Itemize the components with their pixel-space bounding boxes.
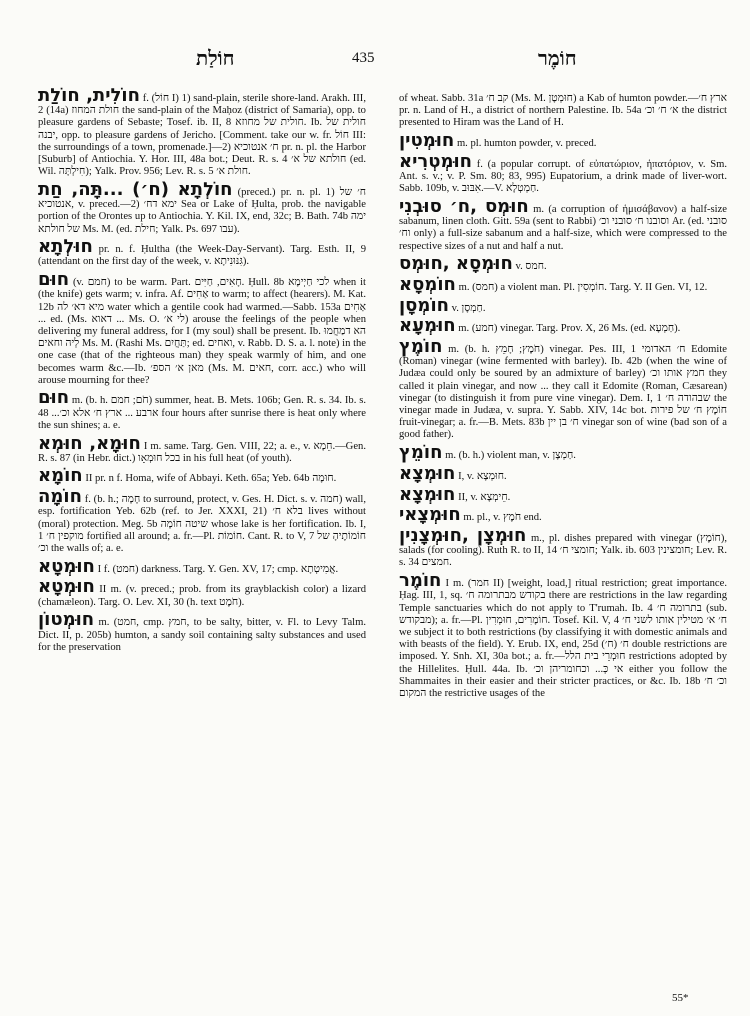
dictionary-entry <box>399 294 727 316</box>
dictionary-entry <box>38 387 367 432</box>
entry-headword: חוּם <box>38 387 70 409</box>
right-column <box>399 88 727 704</box>
entry-headword: חוֹמֵץ <box>399 442 443 464</box>
entry-headword: חוּמָא, חוּמְא <box>38 432 141 454</box>
entry-headword: חוֹמְסָא <box>399 273 456 295</box>
dictionary-entry <box>38 576 366 608</box>
entry-headword: חוּמְטוֹן <box>38 609 95 631</box>
entry-headword: חוּלְתָא <box>38 236 93 258</box>
entry-headword: חוּמְצָאי <box>399 504 461 526</box>
signature-mark: 55* <box>672 992 689 1004</box>
entry-headword: חוּמְטָא <box>38 555 95 577</box>
dictionary-entry <box>399 253 727 275</box>
dictionary-entry <box>38 178 367 236</box>
entry-text: m. pl. humton powder, v. preced. <box>456 138 597 150</box>
entry-text: II, v. חֵימְצָא. <box>458 491 511 503</box>
dictionary-entry <box>399 524 728 570</box>
entry-text: v. חַמְסָן. <box>451 302 486 314</box>
entry-headword: חוּמְצָן ,חוּמְצָנִין <box>399 524 527 546</box>
entry-headword: חוּמְצָא <box>399 483 456 505</box>
entry-text: m. (חמס) a violent man. Pl. חוֹמְסִין. Targ. Y. II Gen. VI, 12. <box>458 281 708 293</box>
entry-headword: חוּם <box>38 269 70 291</box>
dictionary-entry <box>399 483 727 505</box>
dictionary-entry <box>399 88 727 130</box>
entry-text: m., pl. dishes prepared with vinegar (חוֹמֶץ), salads (for cooling). Ruth R. to II, 14 חומצי ח׳; Yalk. ib. 603 חומצינין; Lev. R. s. 34 חמצים. <box>399 532 728 569</box>
entry-text: v. חמס. <box>515 261 547 273</box>
entry-text: II pr. n f. Homa, wife of Abbayi. Keth. 65a; Yeb. 64b חוּמָה. <box>85 473 337 485</box>
dictionary-entry <box>38 236 366 268</box>
entry-headword: חוּמְטִין <box>399 130 455 152</box>
entry-text: m. (b. h.) violent man, v. חַמְצָן. <box>445 450 576 462</box>
entry-text: f. (חוֹל I) 1) sand-plain, sterile shore-land. Arakh. III, 2 (14a) חולת המחוז the sand-plain of the Maḥoz (district of Samaria), opp. to pleasure gardens of Sebaste; Tosef. ib. II, 8 חולית של מחוזא. Ib. חולית של יבנה, opp. to pleasure gardens of Jericho. [Comment. take our w. fr. חוֹל III: the surroundings of a town, promenade.]—2) ח׳ אנטוכיא pr. n. pl. the Harbor [Suburb] of Antiochia. Y. Hor. III, 48a bot.; Deut. R. s. 4 חולתא של א׳ (ed. Wil. חִילְתָּה); Yalk. Prov. 956; Lev. R. s. 5 חולת א׳. <box>38 93 367 178</box>
dictionary-entry <box>399 150 727 196</box>
dictionary-entry <box>38 486 366 555</box>
entry-headword: חוֹלְתָא (ח׳) ...תָּה, חַת <box>38 178 233 200</box>
page-number: 435 <box>352 50 375 66</box>
dictionary-entry <box>38 269 367 387</box>
entry-text: pr. n. f. Ḥultha (the Week-Day-Servant). Targ. Esth. II, 9 (attendant on the first day of the week, v. גִּנּוּנִיתָא). <box>38 244 366 268</box>
dictionary-entry <box>399 315 727 337</box>
dictionary-entry <box>38 609 366 654</box>
entry-text: (v. חמם) to be warm. Part. חָאִים, חַיִּים. Ḥull. 8b לכי חַיְימָא when it (the knife) gets warm; v. infra. Af. אַחִים to warm; to affect (hearers). M. Kat. 12b מיא דא׳ לה water which a gentile cook had warmed.—Sabb. 153a אַחִים ... ed. (Ms. דאוא ... Ms. O. לי א׳) arouse the feelings of the people when delivering my funeral address, for I (my soul) shall be present. Ib. הא דמַחֲמוּ לְיה וחאים Ms. M. (Rashi Ms. תַּחֲיִם; ed. ואחים, v. Rabb. D. S. a. l. note) in the one case (that of the righteous man) they speak warmly of him, and one becomes warm &c.—Ib. מאן א׳ הספ׳ (Ms. M. חאים, corr. acc.) who will arouse mourning for thee? <box>38 277 367 386</box>
dictionary-entry <box>399 130 727 152</box>
entry-text: I m. (חמר II) [weight, load,] ritual restriction; great importance. Ḥag. III, 1, sq. בקודש מבתרומה ח׳ there are restrictions in the law regarding Temple sanctuaries which do not apply to T'rumah. Ib. 4 בתרומה ח׳ (sub. מבקודש); a. fr.—Pl. חוֹמָרִים, חוּמְרִין. Tosef. Kil. V, 4 ח׳ א׳ מטילין אותו לשני ח׳ we subject it to both restrictions (by classifying it with domestic animals and with beasts of the field). Y. Erub. IX, end, 25d (ח׳) ח׳ double restrictions are imposed. Y. Snh. XI, 30a bot.; a. fr.—חוּמְרֵי בית הלל restrictions adopted by the Hillelites. Ḥull. 44a. Ib. אי כְּ... וכחומריהן וכ׳ either you follow the Shammaites in their easier and their stricter practices, or &c. Ib. 18b וכ׳ ח׳ המקום the restrictive usages of the <box>399 578 728 699</box>
entry-text: I m. same. Targ. Gen. VIII, 22; a. e., v. חֵמָא.—Gen. R. s. 87 (in Hebr. dict.) בכל חוּמְאָו in his full heat (of youth). <box>38 440 366 464</box>
dictionary-entry <box>399 570 728 700</box>
header-right-word: חוֹמֶר <box>538 48 577 70</box>
entry-text: m. (a corruption of ἡμισάβανον) a half-size sabanum, linen cloth. Gitt. 59a (sent to Rabbi) וסובנו ח׳ סובני וכ׳ Ar. (ed. סובני וח׳ only) a full-size sabanum and a half-size, which were compressed to the respective sizes of a nut and half a nut. <box>399 203 727 252</box>
entry-text: (preced.) pr. n. pl. 1) ח׳ של אנטוכיא, v. preced.—2) ימא דח׳ Sea or Lake of Ḥulta, prob. the navigable portion of the Orontes up to Antiochia. Y. Kil. IX, end, 32c; B. Bath. 74b ימה של חולתא Ms. M. (ed. חילת; Yalk. Ps. 697 עבו). <box>38 186 367 235</box>
page-header <box>0 44 750 70</box>
dictionary-entry <box>38 465 366 487</box>
dictionary-entry <box>38 85 367 178</box>
entry-headword: חוּמְסָא ,חוּמְס <box>399 253 513 275</box>
entry-text: f. (a popular corrupt. of εὐπατώριον, ἡπατόριον, v. Sm. Ant. s. v.; v. P. Sm. 80; 83, 995) Eupatorium, a drink made of liver-wort. Sabb. 109b, v. אִבּוּב.—V. חַמְטְלָא. <box>399 158 727 195</box>
entry-headword: חוּמְצָא <box>399 462 456 484</box>
entry-headword: חוֹמָא <box>38 465 83 487</box>
entry-text: m. (חמע) vinegar. Targ. Prov. X, 26 Ms. (ed. חַמְעָא). <box>458 323 681 335</box>
entry-headword: חוּמְעָא <box>399 315 456 337</box>
dictionary-entry <box>399 336 728 442</box>
entry-headword: חוּמְס ,ח׳ סוּבְנִי <box>399 195 529 217</box>
entry-text: m. (b. h. חֹם; חמם) summer, heat. B. Mets. 106b; Gen. R. s. 34. Ib. s. 48 ...ארבע ... ארץ ח׳ אלא וכ׳ four hours after sunrise there is heat only where the sun shines; a. e. <box>38 395 367 431</box>
dictionary-entry <box>399 273 727 295</box>
dictionary-entry <box>399 504 727 526</box>
entry-headword: חוֹמֶר <box>399 570 442 592</box>
dictionary-entry <box>38 555 366 577</box>
dictionary-entry <box>38 432 366 465</box>
entry-text: of wheat. Sabb. 31a קב ח׳ (Ms. M. חוּמְטָן) a Kab of humton powder.—ארץ ח׳ pr. n. Land of H., a district of northern Palestine. Ib. 54a א׳ ח׳ וכ׳ the district presented to Hiram was the Land of H. <box>399 93 728 129</box>
entry-headword: חוּמְטְרִיא <box>399 150 473 172</box>
header-left-word: חוֹלַת <box>196 48 235 70</box>
entry-headword: חוֹלִית, חוֹלַת <box>38 85 140 106</box>
entry-headword: חוּמְטָא <box>38 576 95 598</box>
entry-headword: חוֹמֶץ <box>399 336 443 358</box>
left-column <box>38 85 367 657</box>
entry-headword: חוֹמָה <box>38 486 82 508</box>
dictionary-entry <box>399 462 727 484</box>
entry-text: m. pl., v. חֹמֶץ end. <box>463 512 542 524</box>
entry-headword: חוֹמְסָן <box>399 294 449 316</box>
dictionary-entry <box>399 195 727 253</box>
entry-text: II m. (v. preced.; prob. from its grayblackish color) a lizard (chamæleon). Targ. O. Lev. XI, 30 (h. text חֹמֶט). <box>38 584 366 608</box>
entry-text: I, v. חוּמְצָא. <box>458 470 507 482</box>
entry-text: m. (b. h. חֹמֶץ; חָמֵץ) vinegar. Pes. III, 1 ח׳ האדומי Edomite (Roman) vinegar (wine fermented with barley). Ib. 42b (when the wine of Judæa could only be soured by an admixture of barley) חמץ אותו וכ׳ they called it plain vinegar, and now ... they call it Edomite (Roman, Cæsarean) vinegar (to distinguish it from pure vine vinegar). Dem. I, 1 שבהודה ח׳ the vinegar made in Judæa, v. supra. Y. Sabb. XIV, 14c bot. חוֹמֶץ ח׳ של פירות fruit-vinegar; a. fr.—B. Mets. 83b ח׳ בן יין vinegar son of wine (bad son of a good father). <box>399 344 728 441</box>
dictionary-entry <box>399 442 727 464</box>
entry-text: f. (b. h.; חָמָה to surround, protect, v. Ges. H. Dict. s. v. חמה) wall, esp. fortification Yeb. 62b (ref. to Jer. XXXI, 21) בלא ח׳ lives without (moral) protection. Meg. 5b שיטה חוֹמָה whose lake is her fortification. Ib. I, 1 מוקפין ח׳ fortified all around; a. fr.—Pl. חוֹמוֹת. Cant. R. to V, 7 חוֹמוֹתֶיהָ של וכ׳ the walls of; a. e. <box>38 494 366 554</box>
entry-text: I f. (חמט) darkness. Targ. Y. Gen. XV, 17; cmp. אֲמִיטְתָא. <box>97 563 339 575</box>
entry-text: m. (חמט, cmp. חמץ, to be salty, bitter, v. Fl. to Levy Talm. Dict. II, p. 205b) humton, a sandy soil containing salty substances and used for the preservation <box>38 617 366 653</box>
